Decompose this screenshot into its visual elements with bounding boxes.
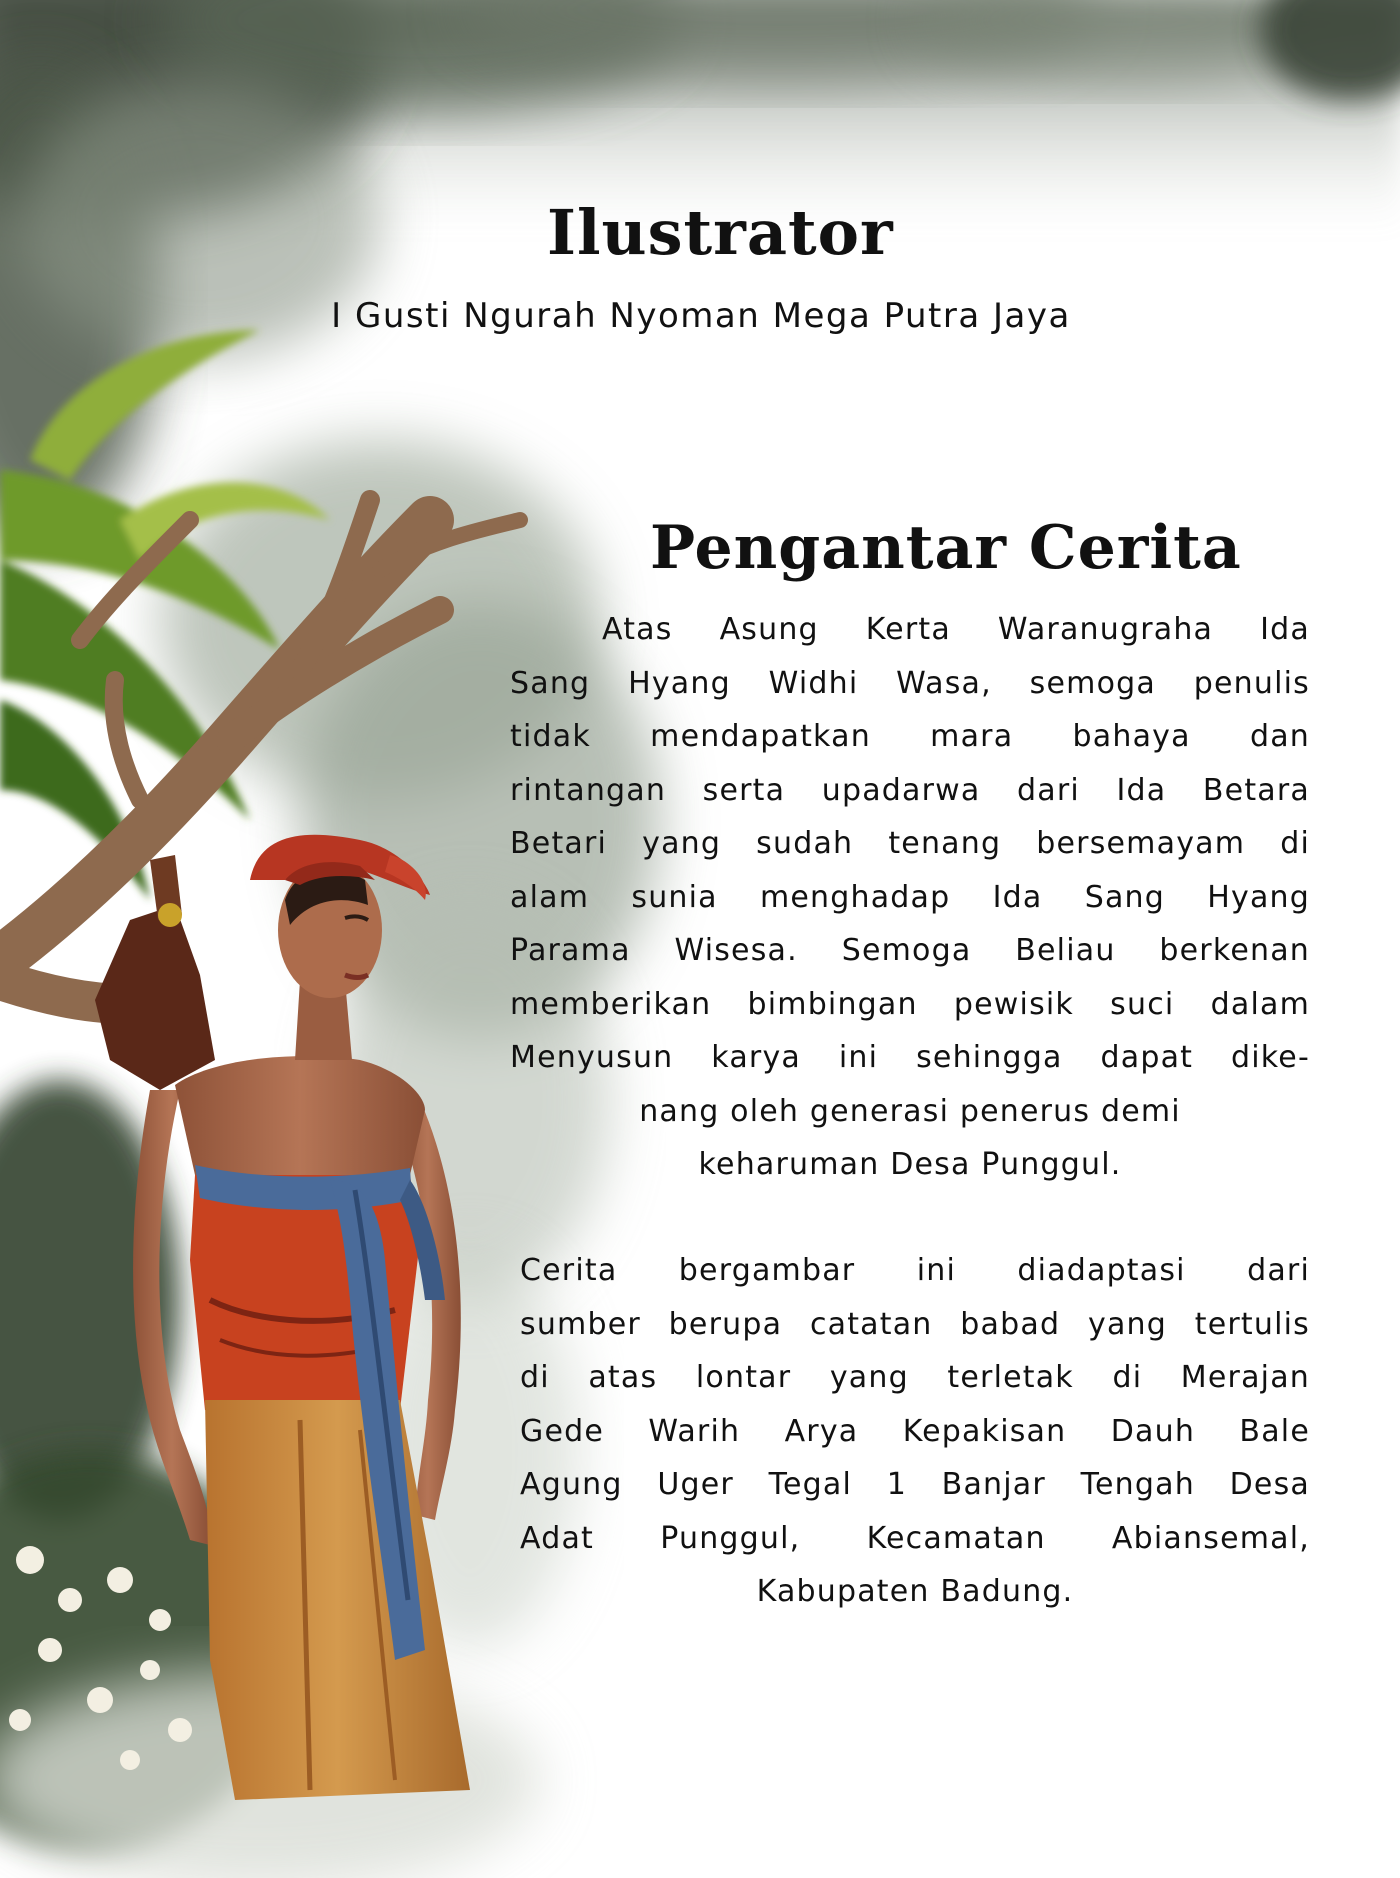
paragraph-line: Kabupaten Badung. xyxy=(756,1574,1074,1609)
paragraph-line: keharuman Desa Punggul. xyxy=(698,1147,1122,1182)
intro-heading: Pengantar Cerita xyxy=(650,513,1242,583)
paragraph-line: Menyusun karya ini sehingga dapat dike- xyxy=(510,1040,1310,1075)
paragraph-line: Agung Uger Tegal 1 Banjar Tengah Desa xyxy=(520,1467,1310,1502)
paragraph-line: di atas lontar yang terletak di Merajan xyxy=(520,1360,1310,1395)
paragraph-line: Sang Hyang Widhi Wasa, semoga penulis xyxy=(510,665,1310,701)
top-canopy xyxy=(0,0,1400,540)
paragraph-line: Atas Asung Kerta Waranugraha Ida xyxy=(602,612,1310,647)
paragraph-line: memberikan bimbingan pewisik suci dalam xyxy=(510,986,1310,1022)
paragraph-line: Cerita bergambar ini diadaptasi dari xyxy=(520,1253,1310,1288)
paragraph-line: sumber berupa catatan babad yang tertulis xyxy=(520,1306,1310,1342)
paragraph-line: tidak mendapatkan mara bahaya dan xyxy=(510,719,1310,754)
intro-paragraph-2 xyxy=(520,1244,1310,1619)
paragraph-line: Parama Wisesa. Semoga Beliau berkenan xyxy=(510,933,1310,968)
paragraph-line: Gede Warih Arya Kepakisan Dauh Bale xyxy=(520,1413,1310,1449)
paragraph-line: Adat Punggul, Kecamatan Abiansemal, xyxy=(520,1520,1310,1556)
intro-paragraph-1 xyxy=(510,603,1310,1192)
paragraph-line: rintangan serta upadarwa dari Ida Betara xyxy=(510,772,1310,808)
paragraph-line: Betari yang sudah tenang bersemayam di xyxy=(510,826,1310,861)
paragraph-line: alam sunia menghadap Ida Sang Hyang xyxy=(510,879,1310,915)
paragraph-line: nang oleh generasi penerus demi xyxy=(639,1093,1181,1129)
illustrator-name: I Gusti Ngurah Nyoman Mega Putra Jaya xyxy=(331,296,1071,336)
illustrator-heading: Ilustrator xyxy=(547,196,894,269)
